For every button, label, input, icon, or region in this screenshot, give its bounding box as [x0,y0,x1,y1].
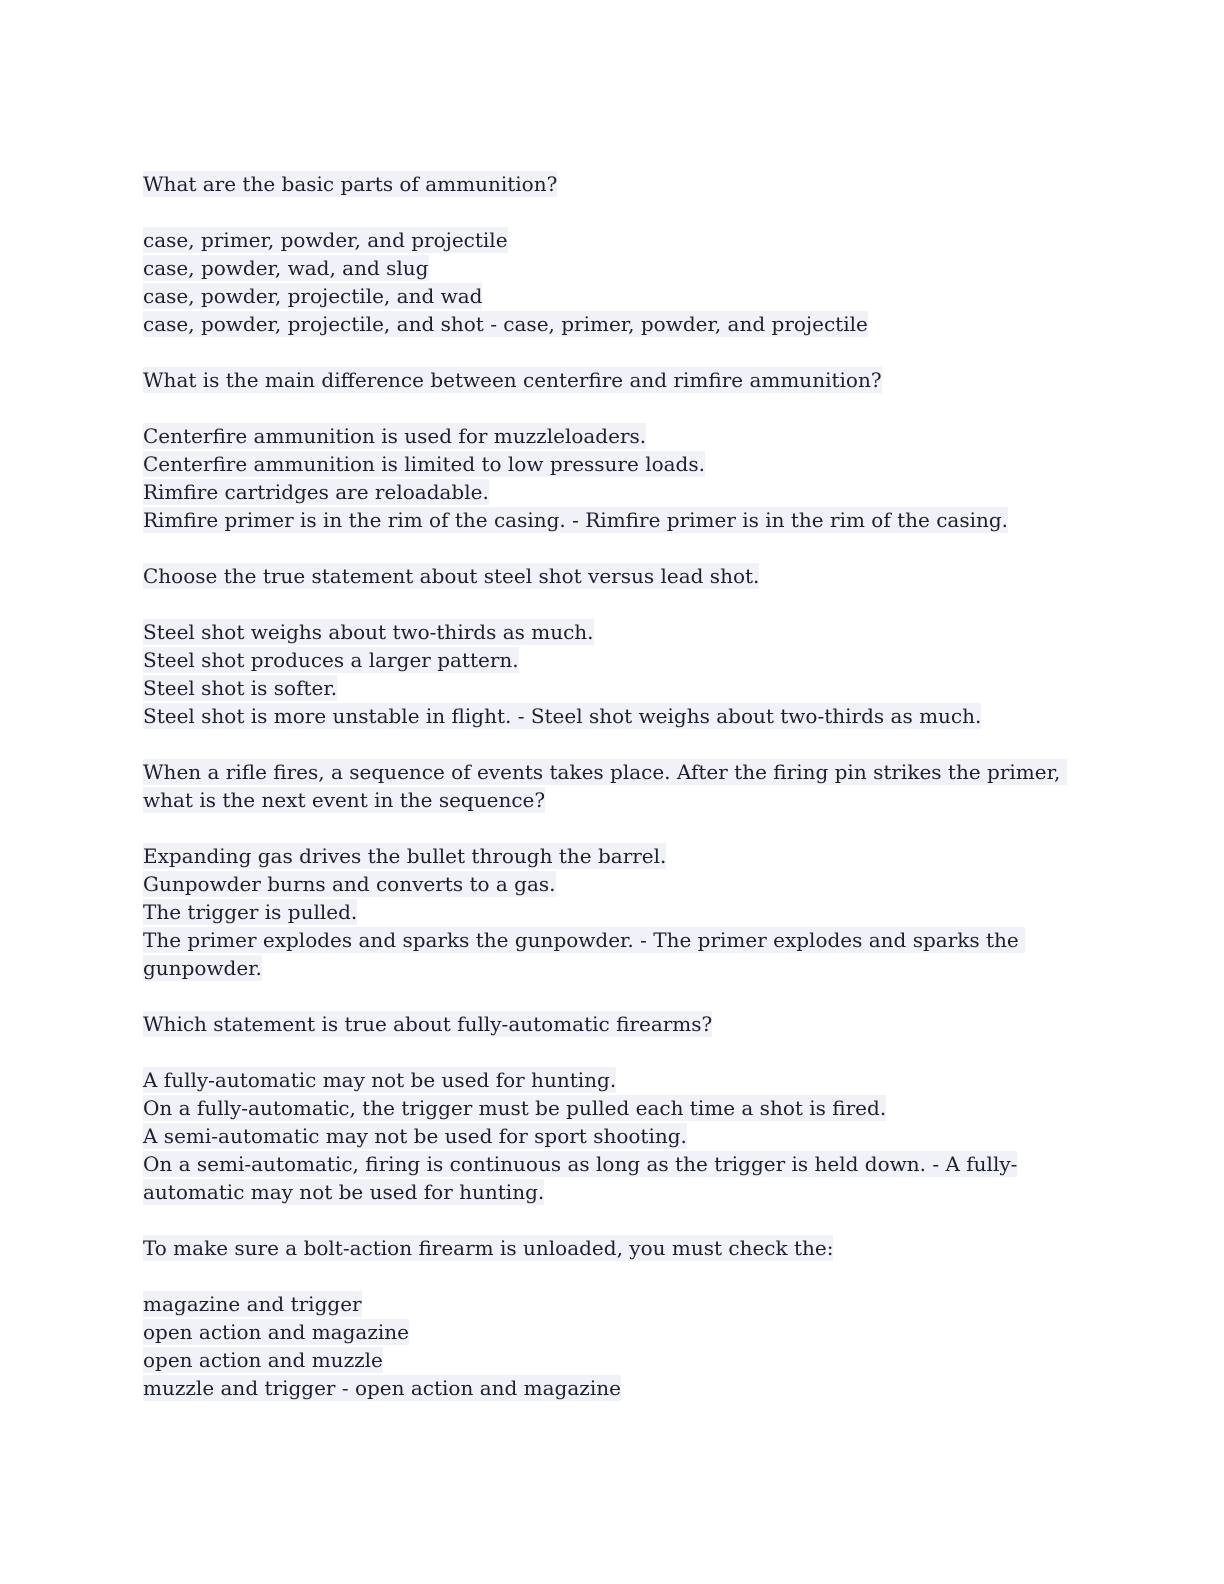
question-block [143,366,1073,394]
answer-options [143,1290,1073,1402]
answer-option: On a fully-automatic, the trigger must be pulled each time a shot is fired. [143,1096,887,1120]
answer-option-with-key: muzzle and trigger - open action and magazine [143,1376,621,1400]
answer-option: Centerfire ammunition is used for muzzleloaders. [143,424,647,448]
question-text: Which statement is true about fully-automatic firearms? [143,1012,713,1036]
answer-option-with-key: Rimfire primer is in the rim of the casing. - Rimfire primer is in the rim of the casing. [143,508,1009,532]
question-text: When a rifle fires, a sequence of events takes place. After the firing pin strikes the primer, what is the next event in the sequence? [143,760,1067,812]
question-block [143,562,1073,590]
answer-option: case, primer, powder, and projectile [143,228,508,252]
answer-options [143,1066,1073,1206]
answer-options [143,226,1073,338]
answer-option: Gunpowder burns and converts to a gas. [143,872,556,896]
answer-option-with-key: case, powder, projectile, and shot - case, primer, powder, and projectile [143,312,868,336]
question-text: What are the basic parts of ammunition? [143,172,558,196]
answer-options [143,842,1073,982]
question-text: Choose the true statement about steel shot versus lead shot. [143,564,760,588]
answer-option: open action and magazine [143,1320,409,1344]
answer-option-with-key: The primer explodes and sparks the gunpowder. - The primer explodes and sparks the gunpowder. [143,928,1026,980]
question-block [143,758,1073,814]
answer-option: case, powder, projectile, and wad [143,284,483,308]
answer-options [143,422,1073,534]
answer-option: A semi-automatic may not be used for sport shooting. [143,1124,687,1148]
answer-option: Steel shot produces a larger pattern. [143,648,519,672]
answer-option: Rimfire cartridges are reloadable. [143,480,489,504]
answer-option: case, powder, wad, and slug [143,256,429,280]
answer-option: Expanding gas drives the bullet through the barrel. [143,844,667,868]
question-block [143,170,1073,198]
answer-option: Steel shot is softer. [143,676,338,700]
answer-option: Centerfire ammunition is limited to low pressure loads. [143,452,705,476]
answer-option: The trigger is pulled. [143,900,358,924]
answer-option: open action and muzzle [143,1348,383,1372]
question-text: What is the main difference between centerfire and rimfire ammunition? [143,368,882,392]
question-block [143,1010,1073,1038]
answer-option: Steel shot weighs about two-thirds as much. [143,620,594,644]
question-block [143,1234,1073,1262]
answer-option: A fully-automatic may not be used for hunting. [143,1068,617,1092]
answer-options [143,618,1073,730]
answer-option-with-key: Steel shot is more unstable in flight. - Steel shot weighs about two-thirds as much. [143,704,982,728]
question-text: To make sure a bolt-action firearm is unloaded, you must check the: [143,1236,834,1260]
document-page [143,170,1073,1430]
answer-option-with-key: On a semi-automatic, firing is continuous as long as the trigger is held down. - A fully-automatic may not be used for hunting. [143,1152,1018,1204]
answer-option: magazine and trigger [143,1292,362,1316]
